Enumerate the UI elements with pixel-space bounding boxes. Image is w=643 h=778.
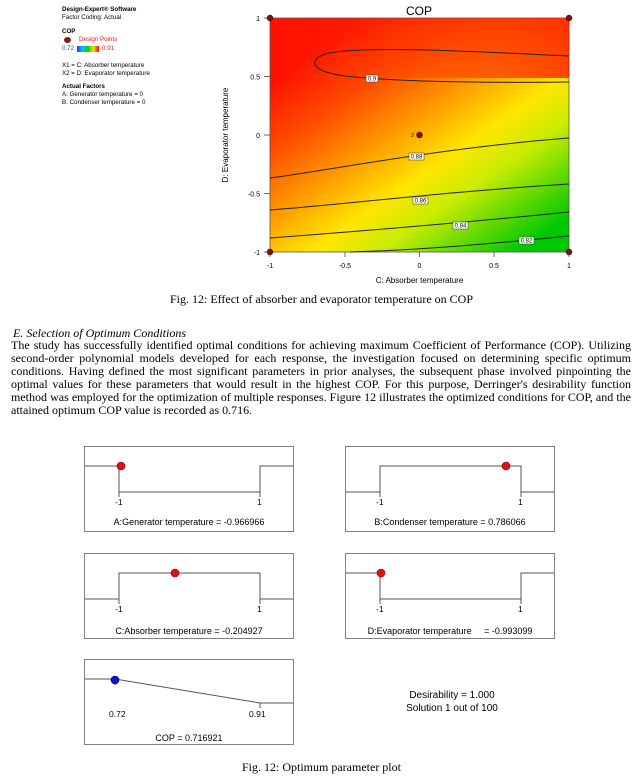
- optimum-point-marker: [171, 569, 179, 577]
- range-high-label: 1: [257, 604, 262, 614]
- contour-label-0.84: 0.84: [454, 223, 467, 230]
- x-tick-label: 0: [417, 263, 422, 270]
- y-tick-label: -1: [253, 250, 260, 257]
- contour-top-shading: [270, 18, 569, 78]
- factor-panel-a: [84, 446, 294, 532]
- range-low-label: -1: [376, 604, 384, 614]
- y-tick-label: 1: [256, 16, 260, 23]
- factor-value-label: C:Absorber temperature = -0.204927: [115, 626, 263, 636]
- y-axis-label: D: Evaporator temperature: [221, 87, 230, 183]
- response-panel-cop: [84, 659, 294, 745]
- contour-label-0.82: 0.82: [520, 238, 533, 245]
- color-range-high: 0.91: [102, 45, 115, 52]
- optimum-point-marker: [117, 462, 125, 470]
- range-high-label: 1: [518, 497, 523, 507]
- range-high-label: 1: [257, 497, 262, 507]
- range-low-label: -1: [115, 604, 123, 614]
- color-range-low: 0.72: [62, 45, 75, 52]
- design-point: [566, 15, 572, 21]
- y-tick-label: 0: [256, 133, 260, 140]
- y-tick-labels: [248, 16, 260, 257]
- factor-panel-b: [345, 446, 555, 532]
- section-body-text: The study has successfully identified optimal conditions for achieving maximum Coefficient of Performance (COP). Utilizing second-order polynomial models developed for each response, the investigation focused on determining specific optimum conditions. Having defined the most significant parameters in prior analyses, the subsequent phase involved pinpointing the optimal values for these parameters that would result in the highest COP. For this purpose, Derringer's desirability function method was employed for the optimization of multiple responses. Figure 12 illustrates the optimized conditions for COP, and the attained optimum COP value is recorded as 0.716.: [11, 338, 631, 417]
- factor-value-label: B:Condenser temperature = 0.786066: [374, 517, 526, 527]
- response-name: COP: [62, 28, 76, 35]
- x-tick-label: -0.5: [338, 263, 352, 270]
- figure-caption-contour: Fig. 12: Effect of absorber and evaporator temperature on COP: [169, 292, 474, 306]
- x-axis-label: C: Absorber temperature: [375, 276, 464, 285]
- actual-factor-a: A: Generator temperature = 0: [62, 91, 143, 98]
- factor-coding: Factor Coding: Actual: [62, 14, 122, 21]
- actual-factor-b: B: Condenser temperature = 0: [62, 99, 146, 106]
- x2-definition: X2 = D: Evaporator temperature: [62, 70, 150, 77]
- factor-value-label: A:Generator temperature = -0.966966: [113, 517, 265, 527]
- figure-caption-optimum: Fig. 12: Optimum parameter plot: [242, 760, 401, 774]
- y-tick-label: -0.5: [247, 191, 260, 199]
- range-high-label: 1: [518, 604, 523, 614]
- x-tick-label: 0.5: [489, 263, 499, 270]
- contour-label-0.86: 0.86: [414, 198, 427, 205]
- x-tick-label: 1: [567, 263, 571, 270]
- plot-title: COP: [405, 4, 433, 18]
- optimum-response-marker: [111, 676, 119, 684]
- contour-label-0.9: 0.9: [367, 76, 377, 83]
- ramp-cop: [85, 660, 293, 744]
- desirability-value: Desirability = 1.000: [409, 690, 495, 701]
- contour-label-0.88: 0.88: [410, 154, 423, 161]
- design-point: [417, 132, 423, 138]
- x-tick-label: -1: [266, 263, 274, 270]
- x1-definition: X1 = C: Absorber temperature: [62, 62, 145, 69]
- response-high-label: 0.91: [249, 709, 266, 719]
- software-name: Design-Expert® Software: [62, 6, 137, 13]
- range-low-label: -1: [376, 497, 384, 507]
- center-point-count: 2: [411, 133, 415, 139]
- optimum-point-marker: [377, 569, 385, 577]
- factor-panel-c: [84, 553, 294, 639]
- response-value-label: COP = 0.716921: [155, 733, 223, 743]
- factor-panel-d: [345, 553, 555, 639]
- design-points-label: Design Points: [79, 36, 118, 43]
- desirability-summary: [382, 689, 522, 715]
- cop-contour-plot: [0, 0, 643, 300]
- section-heading: E. Selection of Optimum Conditions: [13, 326, 186, 340]
- response-low-label: 0.72: [109, 709, 126, 719]
- factor-value-label: D:Evaporator temperature = -0.993099: [367, 626, 533, 636]
- y-tick-label: 0.5: [250, 74, 260, 82]
- optimum-point-marker: [502, 462, 510, 470]
- range-low-label: -1: [115, 497, 123, 507]
- actual-factors-heading: Actual Factors: [62, 83, 105, 90]
- solution-count: Solution 1 out of 100: [406, 703, 498, 714]
- x-tick-labels: [267, 263, 571, 270]
